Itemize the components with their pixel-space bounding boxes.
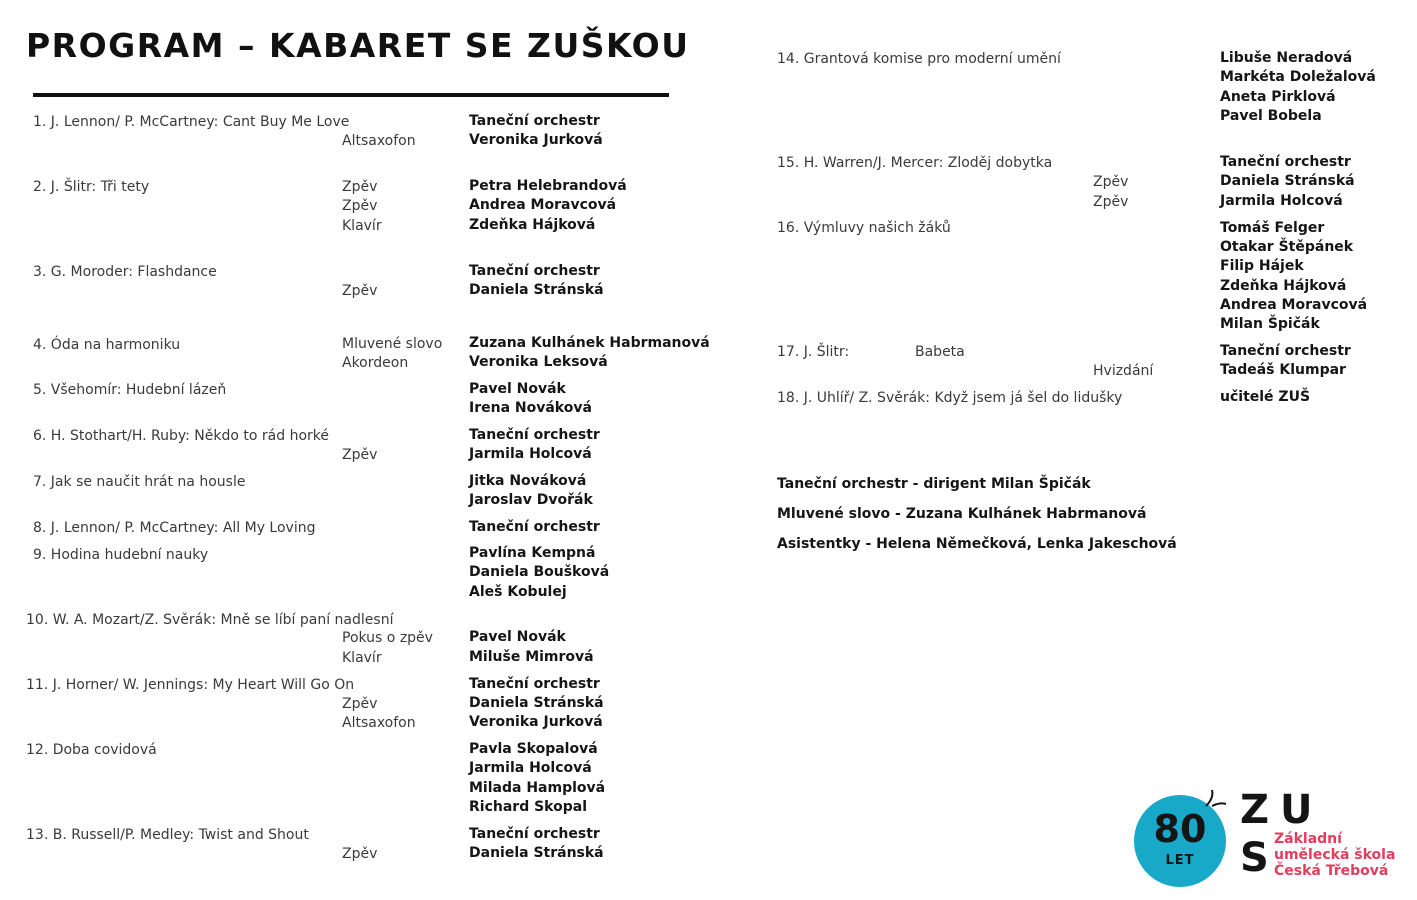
- performer-name: Milan Špičák: [1220, 316, 1320, 332]
- performer-name: Petra Helebrandová: [469, 178, 627, 194]
- performer-name: Jarmila Holcová: [469, 446, 592, 462]
- program-item: 5. Všehomír: Hudební lázeň: [33, 382, 227, 398]
- performer-name: Pavel Novák: [469, 629, 566, 645]
- performer-name: Tadeáš Klumpar: [1220, 362, 1346, 378]
- performer-name: Pavel Novák: [469, 381, 566, 397]
- school-line: umělecká škola: [1274, 847, 1396, 863]
- performer-name: Miluše Mimrová: [469, 649, 594, 665]
- performer-name: Pavla Skopalová: [469, 741, 598, 757]
- program-item: 16. Výmluvy našich žáků: [777, 220, 951, 236]
- school-line: Česká Třebová: [1274, 863, 1389, 879]
- performer-name: učitelé ZUŠ: [1220, 389, 1311, 405]
- performer-name: Filip Hájek: [1220, 258, 1304, 274]
- role-label: Hvizdání: [1093, 363, 1154, 379]
- performer-name: Markéta Doležalová: [1220, 69, 1376, 85]
- performer-name: Taneční orchestr: [469, 676, 600, 692]
- performer-name: Daniela Boušková: [469, 564, 610, 580]
- role-label: Zpěv: [1093, 194, 1129, 210]
- program-item: 8. J. Lennon/ P. McCartney: All My Loving: [33, 520, 316, 536]
- performer-name: Pavlína Kempná: [469, 545, 596, 561]
- performer-name: Taneční orchestr: [469, 519, 600, 535]
- role-label: Zpěv: [342, 447, 378, 463]
- role-label: Zpěv: [342, 179, 378, 195]
- performer-name: Veronika Leksová: [469, 354, 608, 370]
- program-item: 13. B. Russell/P. Medley: Twist and Shout: [26, 827, 309, 843]
- role-label: Zpěv: [342, 696, 378, 712]
- performer-name: Libuše Neradová: [1220, 50, 1353, 66]
- performer-name: Taneční orchestr: [1220, 154, 1351, 170]
- program-item: 18. J. Uhlíř/ Z. Svěrák: Když jsem já šel do lidušky: [777, 390, 1123, 406]
- performer-name: Aneta Pirklová: [1220, 89, 1336, 105]
- program-item: 12. Doba covidová: [26, 742, 157, 758]
- credit-narrator: Mluvené slovo - Zuzana Kulhánek Habrmanová: [777, 506, 1147, 522]
- program-item: 4. Óda na harmoniku: [33, 337, 181, 353]
- program-item: 14. Grantová komise pro moderní umění: [777, 51, 1061, 67]
- performer-name: Otakar Štěpánek: [1220, 239, 1354, 255]
- performer-name: Jitka Nováková: [469, 473, 587, 489]
- performer-name: Taneční orchestr: [469, 427, 600, 443]
- performer-name: Tomáš Felger: [1220, 220, 1325, 236]
- credit-conductor: Taneční orchestr - dirigent Milan Špičák: [777, 476, 1091, 492]
- program-item: 15. H. Warren/J. Mercer: Zloděj dobytka: [777, 155, 1053, 171]
- performer-name: Daniela Stránská: [469, 845, 604, 861]
- performer-name: Aleš Kobulej: [469, 584, 567, 600]
- program-item: 11. J. Horner/ W. Jennings: My Heart Will Go On: [26, 677, 355, 693]
- badge-let: LET: [1165, 853, 1195, 868]
- page-title: PROGRAM – KABARET SE ZUŠKOU: [26, 26, 690, 65]
- program-item-song: Babeta: [915, 344, 965, 360]
- program-item: 2. J. Šlitr: Tři tety: [33, 179, 150, 195]
- role-label: Altsaxofon: [342, 133, 416, 149]
- performer-name: Milada Hamplová: [469, 780, 606, 796]
- performer-name: Jarmila Holcová: [1220, 193, 1343, 209]
- school-logo: [1134, 788, 1394, 888]
- role-label: Zpěv: [342, 283, 378, 299]
- role-label: Mluvené slovo: [342, 336, 443, 352]
- note-flag-icon: [1200, 788, 1230, 818]
- performer-name: Andrea Moravcová: [1220, 297, 1368, 313]
- role-label: Klavír: [342, 218, 382, 234]
- performer-name: Taneční orchestr: [469, 263, 600, 279]
- role-label: Zpěv: [342, 846, 378, 862]
- role-label: Zpěv: [342, 198, 378, 214]
- performer-name: Andrea Moravcová: [469, 197, 617, 213]
- program-item: 6. H. Stothart/H. Ruby: Někdo to rád horké: [33, 428, 329, 444]
- program-item: 10. W. A. Mozart/Z. Svěrák: Mně se líbí paní nadlesní: [26, 612, 394, 628]
- zus-letter: Z: [1240, 787, 1270, 833]
- performer-name: Veronika Jurková: [469, 714, 603, 730]
- program-item: 7. Jak se naučit hrát na housle: [33, 474, 246, 490]
- program-item: 17. J. Šlitr:: [777, 344, 850, 360]
- performer-name: Zdeňka Hájková: [1220, 278, 1347, 294]
- performer-name: Taneční orchestr: [469, 113, 600, 129]
- performer-name: Pavel Bobela: [1220, 108, 1322, 124]
- zus-letter: U: [1280, 787, 1313, 833]
- performer-name: Daniela Stránská: [469, 282, 604, 298]
- performer-name: Taneční orchestr: [469, 826, 600, 842]
- performer-name: Zuzana Kulhánek Habrmanová: [469, 335, 710, 351]
- performer-name: Daniela Stránská: [469, 695, 604, 711]
- performer-name: Richard Skopal: [469, 799, 587, 815]
- role-label: Klavír: [342, 650, 382, 666]
- performer-name: Zdeňka Hájková: [469, 217, 596, 233]
- school-name: [1274, 831, 1395, 879]
- badge-number: 80: [1153, 807, 1207, 851]
- program-item: 3. G. Moroder: Flashdance: [33, 264, 217, 280]
- program-item: 9. Hodina hudební nauky: [33, 547, 209, 563]
- role-label: Altsaxofon: [342, 715, 416, 731]
- performer-name: Daniela Stránská: [1220, 173, 1355, 189]
- role-label: Pokus o zpěv: [342, 630, 433, 646]
- performer-name: Taneční orchestr: [1220, 343, 1351, 359]
- performer-name: Jaroslav Dvořák: [469, 492, 593, 508]
- role-label: Akordeon: [342, 355, 409, 371]
- school-line: Základní: [1274, 831, 1342, 847]
- performer-name: Veronika Jurková: [469, 132, 603, 148]
- role-label: Zpěv: [1093, 174, 1129, 190]
- title-rule: [33, 93, 669, 97]
- program-item: 1. J. Lennon/ P. McCartney: Cant Buy Me Love: [33, 114, 350, 130]
- credit-assistants: Asistentky - Helena Němečková, Lenka Jakeschová: [777, 536, 1177, 552]
- performer-name: Irena Nováková: [469, 400, 592, 416]
- performer-name: Jarmila Holcová: [469, 760, 592, 776]
- zus-letter: S: [1240, 835, 1269, 881]
